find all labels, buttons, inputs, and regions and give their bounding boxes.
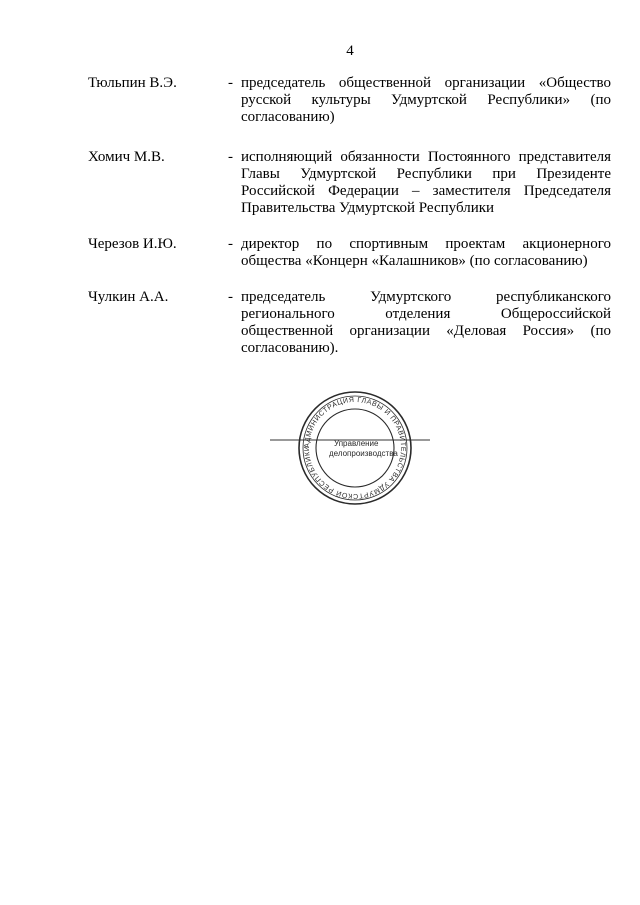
position-line: Правительства Удмуртской Республики (241, 200, 495, 216)
position-line: согласованию) (241, 109, 335, 125)
position-line: общественной организации «Деловая Россия» (по (241, 323, 611, 339)
separator-dash: - (228, 75, 233, 91)
member-name: Хомич М.В. (88, 149, 165, 165)
separator-dash: - (228, 149, 233, 165)
stamp-ring-text: АДМИНИСТРАЦИЯ ГЛАВЫ И ПРАВИТЕЛЬСТВА УДМУРТСКОЙ РЕСПУБЛИКИ (303, 396, 407, 500)
member-position (241, 236, 611, 270)
stamp-circle (299, 392, 411, 504)
position-line: директор по спортивным проектам акционерного (241, 236, 611, 252)
separator-dash: - (228, 289, 233, 305)
stamp-seal-icon (270, 380, 440, 510)
position-line: регионального отделения Общероссийской (241, 306, 611, 322)
stamp-center-line: Управление (334, 439, 379, 448)
member-name: Черезов И.Ю. (88, 236, 177, 252)
position-line: исполняющий обязанности Постоянного представителя (241, 149, 611, 165)
member-position (241, 75, 611, 126)
member-position (241, 149, 611, 217)
official-stamp (270, 380, 440, 510)
stamp-center-line: делопроизводства (329, 449, 398, 458)
position-line: Российской Федерации – заместителя Председателя (241, 183, 611, 199)
member-position (241, 289, 611, 357)
position-line: Главы Удмуртской Республики при Президенте (241, 166, 611, 182)
position-line: общества «Концерн «Калашников» (по согласованию) (241, 253, 588, 269)
position-line: русской культуры Удмуртской Республики» (по (241, 92, 611, 108)
member-name: Чулкин А.А. (88, 289, 169, 305)
position-line: согласованию). (241, 340, 339, 356)
position-line: председатель общественной организации «Общество (241, 75, 611, 91)
position-line: председатель Удмуртского республиканского (241, 289, 611, 305)
member-name: Тюльпин В.Э. (88, 75, 177, 91)
page-number: 4 (346, 43, 354, 59)
separator-dash: - (228, 236, 233, 252)
